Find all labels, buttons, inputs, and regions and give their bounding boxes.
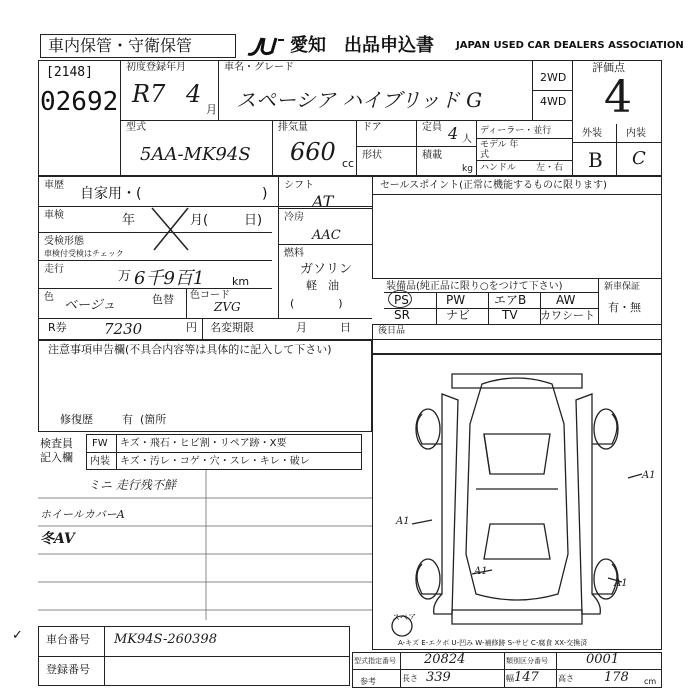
repair-label: 修復歴 [60,413,93,426]
inspector-fw: FW [92,438,108,449]
height-label: 高さ [558,674,574,683]
name-change-day: 日 [340,321,351,334]
handwritten-note-2: ホイールカバーA [40,508,125,521]
region-label: 愛知 [290,35,326,56]
name-change-label: 名変期限 [210,321,254,334]
chassis-check: ✓ [12,628,23,643]
chassis-value: MK94S-260398 [114,632,217,647]
inspector-interior-items: キズ・汚レ・コゲ・穴・スレ・キレ・破レ [120,456,310,467]
equip-pw: PW [446,293,466,307]
interior-value: C [632,148,646,169]
history-close: ) [262,186,268,202]
later-items-frame [372,324,662,354]
name-change-month: 月 [296,321,307,334]
width-value: 147 [514,670,539,685]
color-value: ベージュ [64,298,116,313]
height-value: 178 [604,670,629,685]
doors-label: ドア [362,122,382,133]
repair-value: 有 [122,413,133,426]
inspection-day: 日) [244,213,263,228]
score-value: 4 [604,72,632,123]
color-label: 色 [44,292,54,303]
capacity-unit: 人 [462,134,472,145]
acceptance-label: 受検形態 [44,236,84,247]
inspector-interior: 内装 [90,456,110,467]
mileage-km-unit: km [232,275,250,288]
handle-options: 左・右 [536,163,564,173]
shape-label: 形状 [362,150,382,161]
registration-label: 初度登録年月 [126,62,186,73]
sales-point-label: セールスポイント(正常に機能するものに限ります) [380,180,607,191]
damage-mark-3: A1 [642,470,656,481]
handwritten-note-1: ミニ 走行残不鮮 [88,478,176,492]
fuel-value: ガソリン [300,262,353,277]
form-code-label: 型式指定番号 [354,657,396,665]
inspection-month: 月( [190,213,209,228]
recycle-unit: 円 [186,321,197,334]
equip-navi: ナビ [446,308,471,322]
car-name-grade: スペーシア ハイブリッド G [236,88,483,112]
equip-seat: カワシート [540,309,595,322]
lot-number: 02692 [40,87,119,117]
handle-label: ハンドル [480,163,517,173]
model-value: 5AA-MK94S [140,144,251,165]
repair-place: (箇所 [140,413,167,426]
equip-aw: AW [556,293,576,307]
displacement-value: 660 [290,138,336,166]
recycle-guarantee-label: 新車保証 [604,282,641,292]
recycle-guarantee-options: 有・無 [608,301,641,314]
length-label: 長さ [402,674,418,683]
recycle-label: R券 [48,321,67,334]
registration-month: 4 [186,80,202,108]
color-code-value: ZVG [214,300,241,314]
spare-label: スペア [392,613,416,622]
equip-airbag: エアB [494,293,527,307]
association-name: JAPAN USED CAR DEALERS ASSOCIATION [456,40,684,51]
inspection-year: 年 [122,213,136,228]
displacement-unit: cc [342,157,355,170]
car-diagram [372,354,662,650]
history-value: 自家用・( [80,186,142,202]
handwritten-note-3: 冬AV [40,531,75,547]
car-name-label: 車名・グレード [224,62,294,73]
model-year-label: モデル 年式 [480,140,519,160]
drive-4wd: 4WD [540,95,567,108]
fuel-paren: ( ) [290,297,343,310]
chassis-label: 車台番号 [46,633,90,646]
damage-mark-1: A1 [396,516,410,527]
capacity-value: 4 [448,124,459,143]
inspector-label1: 検査員 [40,437,73,450]
equipment-label: 装備品(純正品に限り○をつけて下さい) [386,281,563,292]
inspection-strike-mark [148,204,192,254]
fuel-alt: 軽 油 [306,279,339,292]
dims-ref-label: 参考 [360,677,376,686]
mileage-label: 走行 [44,264,64,275]
model-label: 型式 [126,122,146,133]
reg-number-label: 登録番号 [46,663,90,676]
acceptance-label2: 車検付受検はチェック [44,249,124,258]
load-label: 積載 [422,150,442,161]
mileage-man-unit: 万 [118,269,132,284]
recycle-value: 7230 [104,320,143,338]
exterior-value: B [588,148,603,172]
inspector-label2: 記入欄 [40,451,73,464]
notes-label: 注意事項申告欄(不具合内容等は具体的に記入して下さい) [48,343,332,356]
registration-era-year: R7 [132,80,166,108]
aircon-label: 冷房 [284,212,304,223]
damage-legend: A-キズ E-エクボ U-凹み W-補修跡 S-サビ C-腐食 XX-交換済 [398,639,588,647]
dealer-label: ディーラー・並行 [480,126,552,136]
class-value: 0001 [586,652,620,667]
later-items-label: 後日品 [378,326,406,336]
damage-mark-2: A1 [474,566,488,577]
shift-value: AT [312,192,334,211]
equip-ps: PS [394,293,409,307]
exterior-label: 外装 [582,128,602,139]
score-label: 評価点 [592,61,625,74]
drive-2wd: 2WD [540,71,567,84]
color-change-label: 色替 [152,293,174,306]
equip-tv: TV [502,308,518,322]
form-title: 出品申込書 [344,35,434,56]
displacement-label: 排気量 [278,122,308,133]
length-value: 339 [426,670,451,685]
load-unit: kg [462,164,473,174]
color-code-label: 色コード [190,290,230,301]
inspection-label: 車検 [44,210,64,221]
form-code-value: 20824 [424,652,466,667]
aircon-value: AAC [312,228,341,243]
shift-label: シフト [284,180,314,191]
capacity-label: 定員 [422,122,442,133]
history-label: 車歴 [44,180,64,191]
class-label: 類別区分番号 [506,657,548,665]
fuel-label: 燃料 [284,248,304,259]
lot-tag: [2148] [46,65,93,80]
equip-sr: SR [394,308,410,322]
width-label: 幅 [506,674,514,683]
ju-logo [244,34,288,58]
interior-label: 内装 [626,128,646,139]
damage-mark-4: A1 [614,578,628,589]
inspector-fw-items: キズ・飛石・ヒビ割・リペア跡・X要 [120,438,287,449]
mileage-value: 6千9百1 [134,268,205,289]
storage-label: 車内保管・守衛保管 [48,36,193,55]
dims-unit: cm [644,677,657,686]
equip-ps-circle [388,290,412,308]
registration-month-unit: 月 [206,103,217,116]
